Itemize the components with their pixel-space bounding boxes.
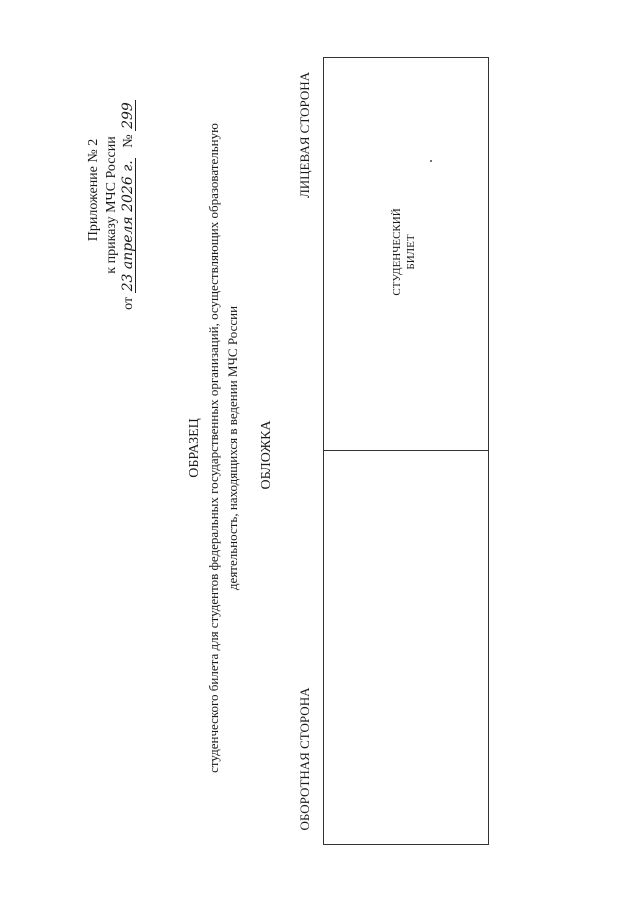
card-fold-line [323, 450, 489, 451]
scan-dot [430, 160, 432, 162]
card-label-line2: БИЛЕТ [405, 234, 417, 270]
heading-line2: деятельность, находящихся в ведении МЧС России [225, 305, 240, 591]
appendix-order: к приказу МЧС России [104, 136, 119, 274]
card-label-line1: СТУДЕНЧЕСКИЙ [391, 208, 403, 296]
appendix-title: Приложение № 2 [86, 138, 101, 242]
number-handwritten: 299 [120, 102, 136, 129]
front-side-label: ЛИЦЕВАЯ СТОРОНА [297, 71, 312, 199]
appendix-date-line [121, 85, 139, 325]
back-side-label: ОБОРОТНАЯ СТОРОНА [297, 687, 312, 831]
heading-title: ОБРАЗЕЦ [187, 418, 202, 478]
heading-line1: студенческого билета для студентов федеральных государственных организаций, осуществляющих образовательную [206, 123, 221, 773]
date-handwritten: 23 апреля 2026 г. [120, 160, 136, 292]
date-prefix: от [121, 296, 136, 310]
number-prefix: № [121, 134, 136, 148]
card-outline [323, 57, 489, 845]
heading-cover: ОБЛОЖКА [259, 420, 274, 490]
